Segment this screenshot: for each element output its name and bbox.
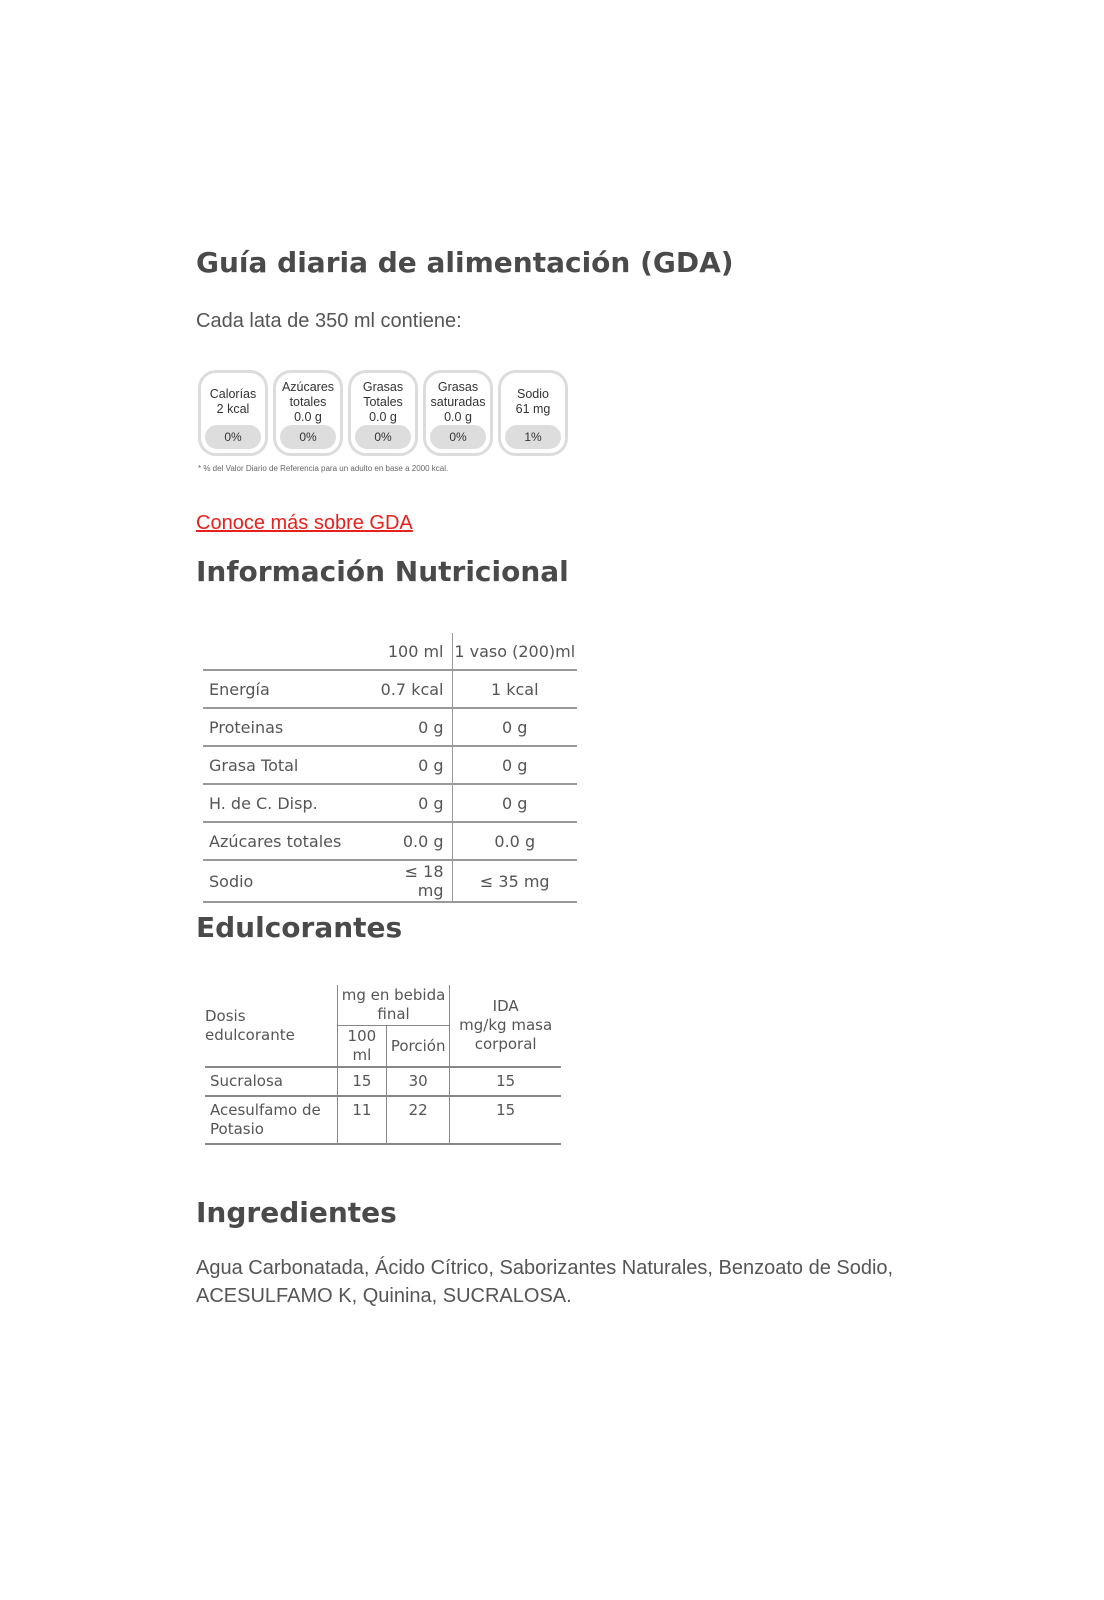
table-cell: ≤ 18 mg (375, 860, 452, 902)
gda-badge-percent: 1% (505, 425, 561, 449)
table-cell: 0 g (452, 746, 577, 784)
ingredients-text: Agua Carbonatada, Ácido Cítrico, Saborizantes Naturales, Benzoato de Sodio, ACESULFAMO K, Quinina, SUCRALOSA. (196, 1257, 894, 1307)
table-header-cell: Dosis edulcorante (205, 985, 337, 1067)
table-cell: Azúcares totales (203, 822, 375, 860)
gda-title: Guía diaria de alimentación (GDA) (196, 246, 734, 279)
gda-badge-label: Sodio 61 mg (515, 387, 551, 416)
ingredients-title: Ingredientes (196, 1196, 397, 1229)
gda-badge-percent: 0% (280, 425, 336, 449)
table-cell: Proteinas (203, 708, 375, 746)
table-cell: Acesulfamo de Potasio (205, 1096, 337, 1144)
table-row (205, 1067, 561, 1096)
gda-badge-percent: 0% (205, 425, 261, 449)
gda-badge-calories (198, 370, 268, 456)
table-cell: Sodio (203, 860, 375, 902)
table-cell: H. de C. Disp. (203, 784, 375, 822)
table-cell: Grasa Total (203, 746, 375, 784)
table-cell: 22 (387, 1096, 450, 1144)
table-header-row (205, 985, 561, 1026)
table-cell: 30 (387, 1067, 450, 1096)
gda-badge-percent: 0% (355, 425, 411, 449)
table-cell: 0 g (452, 784, 577, 822)
table-row (203, 784, 577, 822)
table-cell: 15 (337, 1067, 386, 1096)
table-cell: 0 g (375, 784, 452, 822)
table-header-cell: 100 ml (375, 633, 452, 670)
table-header-cell: 1 vaso (200)ml (452, 633, 577, 670)
table-row (203, 746, 577, 784)
nutrition-title: Información Nutricional (196, 555, 569, 588)
table-header-row (203, 633, 577, 670)
gda-badge-label: Grasas saturadas 0.0 g (430, 379, 486, 424)
table-cell: 11 (337, 1096, 386, 1144)
table-row (203, 860, 577, 902)
table-row (203, 822, 577, 860)
table-header-cell: IDA mg/kg masa corporal (450, 985, 561, 1067)
table-cell: 0 g (452, 708, 577, 746)
gda-footnote: * % del Valor Diario de Referencia para un adulto en base a 2000 kcal. (198, 464, 449, 473)
gda-more-link[interactable]: Conoce más sobre GDA (196, 512, 413, 534)
gda-badges (198, 370, 588, 456)
table-row (203, 670, 577, 708)
table-header-cell: 100 ml (337, 1026, 386, 1068)
gda-label (198, 370, 588, 480)
table-cell: 0.0 g (452, 822, 577, 860)
gda-badge-percent: 0% (430, 425, 486, 449)
table-cell: 0 g (375, 708, 452, 746)
table-cell: 0 g (375, 746, 452, 784)
sweeteners-table (205, 985, 561, 1145)
gda-badge-label: Calorías 2 kcal (209, 387, 257, 416)
gda-badge-label: Azúcares totales 0.0 g (281, 379, 335, 424)
table-cell: ≤ 35 mg (452, 860, 577, 902)
table-cell: 0.7 kcal (375, 670, 452, 708)
table-cell: Sucralosa (205, 1067, 337, 1096)
table-cell: 15 (450, 1067, 561, 1096)
table-header-cell: mg en bebida final (337, 985, 450, 1026)
gda-badge-total-fat (348, 370, 418, 456)
table-cell: 0.0 g (375, 822, 452, 860)
table-header-cell: Porción (387, 1026, 450, 1068)
gda-badge-sugars (273, 370, 343, 456)
sweeteners-title: Edulcorantes (196, 911, 403, 944)
gda-badge-label: Grasas Totales 0.0 g (362, 379, 404, 424)
nutrition-table (203, 633, 577, 903)
gda-badge-sodium (498, 370, 568, 456)
table-cell: Energía (203, 670, 375, 708)
table-header-cell (203, 633, 375, 670)
table-row (205, 1096, 561, 1144)
table-cell: 15 (450, 1096, 561, 1144)
gda-subtitle: Cada lata de 350 ml contiene: (196, 310, 462, 332)
table-cell: 1 kcal (452, 670, 577, 708)
gda-badge-saturated-fat (423, 370, 493, 456)
table-row (203, 708, 577, 746)
